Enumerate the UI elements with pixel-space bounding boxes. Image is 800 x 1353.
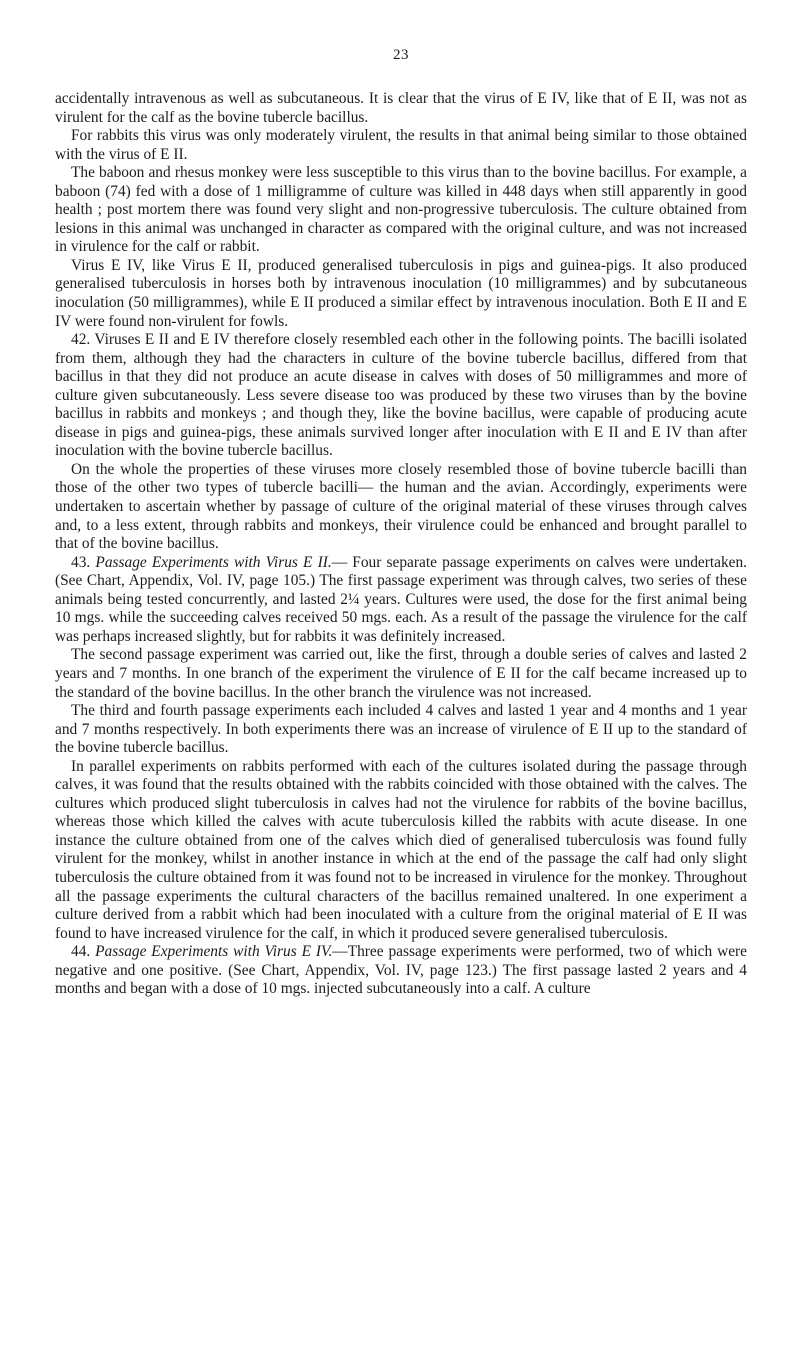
page-number: 23 [393,47,409,63]
paragraph-10: In parallel experiments on rabbits performed with each of the cultures isolated during the passage through calves, it was found that the results obtained with the rabbits coincided with those obtained with the calves. The cultures which produced slight tuberculosis in calves had not the virulence for rabbits of the bovine bacillus, whereas those which killed the calves with acute tuberculosis killed the rabbits with acute disease. In one instance the culture obtained from one of the calves which died of generalised tuberculosis was found fully virulent for the monkey, whilst in another instance in which at the end of the passage the calf had only slight tuberculosis the culture obtained from it was found not to be increased in virulence for the monkey. Throughout all the passage experiments the cultural characters of the bacillus remained unaltered. In one experiment a culture derived from a rabbit which had been inoculated with a culture from the original material of E II was found to have increased virulence for the calf, in which it produced severe generalised tuberculosis. [55,757,747,942]
body-text [55,90,747,999]
paragraph-body: — Four separate passage experiments on calves were undertaken. (See Chart, Appendix, Vol. IV, page 105.) The first passage experiment was through calves, two series of these animals being tested concurrently, and lasted 2¼ years. Cultures were used, the dose for the first animal being 10 mgs. while the succeeding calves received 50 mgs. each. As a result of the passage the virulence for the calf was perhaps increased slightly, but for rabbits it was definitely increased. [55,553,748,645]
paragraph-4: Virus E IV, like Virus E II, produced generalised tuberculosis in pigs and guinea-pigs. It also produced generalised tuberculosis in horses both by intravenous inoculation (10 milligrammes) and by subcutaneous inoculation (50 milligrammes), while E II produced a similar effect by intravenous inoculation. Both E II and E IV were found non-virulent for fowls. [55,256,747,330]
paragraph-2: For rabbits this virus was only moderately virulent, the results in that animal being similar to those obtained with the virus of E II. [55,127,747,163]
section-heading: Passage Experiments with Virus E IV. [95,943,333,961]
paragraph-7-section-43 [55,554,747,647]
paragraph-6: On the whole the properties of these viruses more closely resembled those of bovine tubercle bacilli than those of the other two types of tubercle bacilli— the human and the avian. Accordingly, experiments were undertaken to ascertain whether by passage of culture of the original material of these viruses through calves and, to a less extent, through rabbits and monkeys, their virulence could be enhanced and brought parallel to that of the bovine bacillus. [55,460,747,553]
paragraph-11-section-44 [55,943,747,999]
paragraph-9: The third and fourth passage experiments each included 4 calves and lasted 1 year and 4 months and 1 year and 7 months respectively. In both experiments there was an increase of virulence of E II up to the standard of the bovine tubercle bacillus. [55,702,747,757]
paragraph-1: accidentally intravenous as well as subcutaneous. It is clear that the virus of E IV, like that of E II, was not as virulent for the calf as the bovine tubercle bacillus. [55,90,747,126]
section-number: 44. [71,943,96,961]
section-heading: Passage Experiments with Virus E II. [95,553,332,571]
paragraph-3: The baboon and rhesus monkey were less susceptible to this virus than to the bovine bacillus. For example, a baboon (74) fed with a dose of 1 milligramme of culture was killed in 448 days when still apparently in good health ; post mortem there was found very slight and non-progressive tuberculosis. The culture obtained from lesions in this animal was unchanged in character as compared with the original culture, and was not increased in virulence for the calf or rabbit. [55,164,747,256]
paragraph-body: —Three passage experiments were performed, two of which were negative and one positive. (See Chart, Appendix, Vol. IV, page 123.) The first passage lasted 2 years and 4 months and began with a dose of 10 mgs. injected subcutaneously into a calf. A culture [55,943,747,998]
section-number: 43. [71,553,96,571]
paragraph-5-section-42: 42. Viruses E II and E IV therefore closely resembled each other in the following points. The bacilli isolated from them, although they had the characters in culture of the bovine tubercle bacillus, differed from that bacillus in that they did not produce an acute disease in calves with doses of 50 milligrammes and more of culture given subcutaneously. Less severe disease too was produced by these two viruses than by the bovine bacillus in rabbits and monkeys ; and though they, like the bovine bacillus, were capable of producing acute disease in pigs and guinea-pigs, these animals survived longer after inoculation with E II and E IV than after inoculation with the bovine tubercle bacillus. [55,331,747,460]
document-page [55,0,747,1353]
paragraph-8: The second passage experiment was carried out, like the first, through a double series of calves and lasted 2 years and 7 months. In one branch of the experiment the virulence of E II for the calf became increased up to the standard of the bovine bacillus. In the other branch the virulence was not increased. [55,646,747,701]
